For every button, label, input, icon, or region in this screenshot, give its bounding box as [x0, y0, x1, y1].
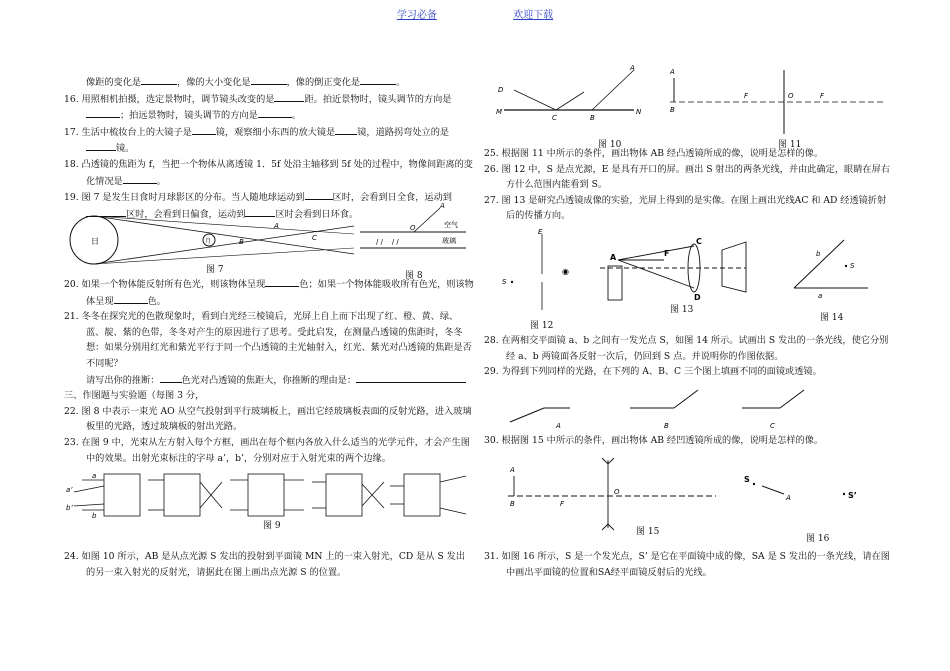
figure-13-caption: 图 13	[670, 305, 694, 315]
source-s-label: S	[502, 278, 507, 286]
question-16: 16. 用照相机拍摄，选定景物时，调节镜头改变的是 距。拍近景物时，镜头调节的方向是；拍远景物时，镜头调节的方向是 。	[64, 91, 474, 124]
box-1	[104, 474, 140, 516]
beam-a-label: a	[92, 472, 97, 480]
moon-label: 月	[205, 238, 212, 245]
beam-b-out-label: b’	[66, 504, 73, 512]
right-column-q30	[484, 433, 894, 449]
figure-b-label: B	[664, 422, 669, 430]
answer-blank[interactable]	[114, 293, 148, 304]
figure-8-caption: 图 8	[405, 271, 423, 281]
figure-10-caption: 图 10	[598, 140, 622, 150]
air-label: 空气	[444, 221, 458, 229]
focus-left-label: F	[744, 92, 749, 100]
right-column-bottom	[484, 549, 894, 580]
ray-b-label: B	[590, 114, 595, 122]
figure-a-label: A	[556, 422, 561, 430]
point-c-label: C	[696, 237, 702, 246]
question-29: 29. 为得到下列同样的光路，在下列的 A、B、C 三个图上填画不同的面镜或透镜。	[484, 366, 822, 378]
question-21: 21. 冬冬在探究光的色散现象时，看到白光经三棱镜后，光屏上自上而下出现了红、橙、黄、绿、蓝、靛、紫的色带，冬冬对产生的原因进行了思考。受此启发，在测量凸透镜的焦距时，冬冬想：如果分别用红光和紫光平行于同一个凸透镜的主光轴射入，红光、紫光对凸透镜的焦距是否不同呢？	[64, 311, 472, 369]
figure-c-label: C	[770, 422, 775, 430]
focus-f-label: F	[560, 500, 565, 508]
beam-a-out-label: a’	[66, 486, 73, 494]
source-s-label: S	[744, 475, 750, 484]
question-25: 25. 根据图 11 中所示的条件，画出物体 AB 经凸透镜所成的像，说明是怎样的像。	[484, 148, 824, 159]
answer-blank[interactable]	[192, 124, 216, 135]
focus-f-label: F	[664, 249, 670, 258]
mirror-m-label: M	[496, 108, 503, 116]
figure-9-caption: 图 9	[263, 521, 281, 531]
point-d-label: D	[694, 293, 701, 302]
region-b-label: B	[239, 238, 244, 246]
svg-text:/ / / /: / / / /	[376, 238, 399, 246]
point-a-label: A	[440, 202, 445, 210]
glass-label: 玻璃	[442, 237, 456, 245]
question-20: 20. 如果一个物体能反射所有色光，则该物体呈现 色；如果一个物体能吸收所有色光，则该物体呈现 色。	[64, 276, 474, 309]
image-s-label: S’	[848, 491, 857, 500]
answer-blank[interactable]	[274, 91, 304, 102]
answer-blank[interactable]	[123, 173, 157, 184]
answer-blank[interactable]	[251, 74, 287, 85]
center-o-label: O	[788, 92, 794, 100]
figure-14	[794, 240, 868, 288]
question-31: 31. 如图 16 所示，S 是一个发光点，S’ 是它在平面镜中成的像，SA 是 S 发出的一条光线，请在图中画出平面镜的位置和SA经平面镜反射后的光线。	[484, 551, 890, 578]
figure-10-11	[484, 62, 894, 144]
figure-abc	[484, 384, 894, 434]
answer-blank[interactable]	[265, 276, 299, 287]
answer-blank[interactable]	[360, 74, 396, 85]
question-26: 26. 图 12 中，S 是点光源，E 是具有开口的屏。画出 S 射出的两条光线，并由此确定，眼睛在屏右方什么范围内能看到 S。	[484, 163, 890, 191]
figure-15	[508, 458, 716, 530]
figure-7-8	[64, 196, 474, 278]
box-5	[404, 474, 440, 516]
question-15-continued: 像距的变化是 ，像的大小变化是 ，像的倒正变化是 。	[64, 74, 474, 91]
ray-a-label: A	[786, 494, 791, 502]
mirror-a-label: a	[818, 292, 823, 300]
figure-13	[600, 242, 746, 300]
figure-15-caption: 图 15	[636, 527, 660, 537]
right-column-mid	[484, 333, 894, 380]
figure-12-13-14	[484, 224, 894, 314]
ray-c-label: C	[552, 114, 557, 122]
question-17: 17. 生活中梳妆台上的大镜子是 镜，观察细小东西的放大镜是 镜，道路拐弯处立的是镜。	[64, 124, 474, 157]
focus-right-label: F	[820, 92, 825, 100]
beam-b-label: b	[92, 512, 97, 520]
figure-7-caption: 图 7	[206, 265, 224, 275]
question-30: 30. 根据图 15 中所示的条件，画出物体 AB 经凹透镜所成的像，说明是怎样的像。	[484, 435, 824, 446]
point-s	[845, 265, 847, 267]
figure-11-caption: 图 11	[778, 140, 802, 150]
answer-blank[interactable]	[141, 74, 177, 85]
mirror-b-label: b	[816, 250, 821, 258]
question-18: 18. 凸透镜的焦距为 f，当把一个物体从离透镜 1．5f 处沿主轴移到 5f 处的过程中，物像间距离的变化情况是 。	[64, 158, 473, 187]
point-s	[511, 281, 513, 283]
eye-icon: ◉	[562, 267, 569, 276]
figure-12-caption: 图 12	[530, 321, 554, 331]
figure-7	[70, 216, 354, 264]
question-28: 28. 在两相交平面镜 a、b 之间有一发光点 S，如图 14 所示。试画出 S 发出的一条光线，使它分别经 a、b 两镜面各反射一次后，仍回到 S 点。并说明你的作图依据。	[484, 335, 889, 362]
figure-10	[504, 70, 634, 110]
object-b-label: B	[510, 500, 515, 508]
figure-11	[670, 70, 884, 134]
box-3	[248, 474, 284, 516]
left-column-mid	[64, 276, 474, 466]
box-2	[164, 474, 200, 516]
question-21-answer: 请写出你的推断： 色光对凸透镜的焦距大，你推断的理由是：	[64, 372, 474, 389]
question-27: 27. 图 13 是研究凸透镜成像的实验，光屏上得到的是实像。在图上画出光线AC 和 AD 经透镜折射后的传播方向。	[484, 194, 887, 222]
mirror-n-label: N	[636, 108, 642, 116]
right-column-top	[484, 146, 894, 224]
object-a-label: A	[670, 68, 675, 76]
screen-e-label: E	[538, 228, 543, 236]
answer-blank[interactable]	[160, 372, 182, 383]
left-column-bottom	[64, 549, 474, 580]
object-a-label: A	[510, 466, 515, 474]
figure-15-16	[484, 456, 894, 546]
question-23: 23. 在图 9 中，光束从左方射入每个方框，画出在每个框内各放入什么适当的光学元件，才会产生图中的效果。出射光束标注的字母 a’，b’，分别对应于入射光束的两个边缘。	[64, 436, 470, 464]
object-b-label: B	[670, 106, 675, 114]
answer-blank[interactable]	[86, 140, 116, 151]
question-22: 22. 图 8 中表示一束光 AO 从空气投射到平行玻璃板上，画出它经玻璃板表面的反射光路，进入玻璃板里的光路，透过玻璃板的射出光路。	[64, 405, 472, 433]
point-a-label: A	[610, 253, 617, 262]
figure-16-caption: 图 16	[806, 534, 830, 544]
page-header	[0, 6, 950, 21]
figure-16	[753, 483, 845, 495]
figure-8	[360, 202, 466, 248]
answer-blank[interactable]	[258, 107, 292, 118]
question-19: 19. 图 7 是发生日食时月球影区的分布。当人随地球运动到 区时，会看到日全食，运动到区时，会看到日偏食，运动到 区时会看到日环食。	[64, 189, 474, 222]
answer-blank[interactable]	[335, 124, 357, 135]
region-c-label: C	[312, 234, 317, 242]
section-3-heading: 三、作图题与实验题（每图 3 分，	[64, 390, 205, 402]
header-left: 学习必备	[396, 10, 437, 21]
figure-14-caption: 图 14	[820, 313, 844, 323]
answer-blank[interactable]	[356, 372, 466, 383]
ray-d-label: D	[498, 86, 504, 94]
region-a-label: A	[274, 222, 279, 230]
question-24: 24. 如图 10 所示，AB 是从点光源 S 发出的投射到平面镜 MN 上的一束入射光，CD 是从 S 发出的另一束入射光的反射光，请据此在图上画出点光源 S 的位置。	[64, 551, 466, 578]
center-o-label: O	[614, 488, 620, 496]
point-o-label: O	[410, 224, 416, 232]
header-right: 欢迎下载	[513, 10, 554, 21]
sun-label: 日	[91, 237, 99, 246]
answer-blank[interactable]	[86, 107, 120, 118]
ray-a-label: A	[630, 64, 635, 72]
source-s-label: S	[850, 262, 855, 270]
box-4	[326, 474, 362, 516]
